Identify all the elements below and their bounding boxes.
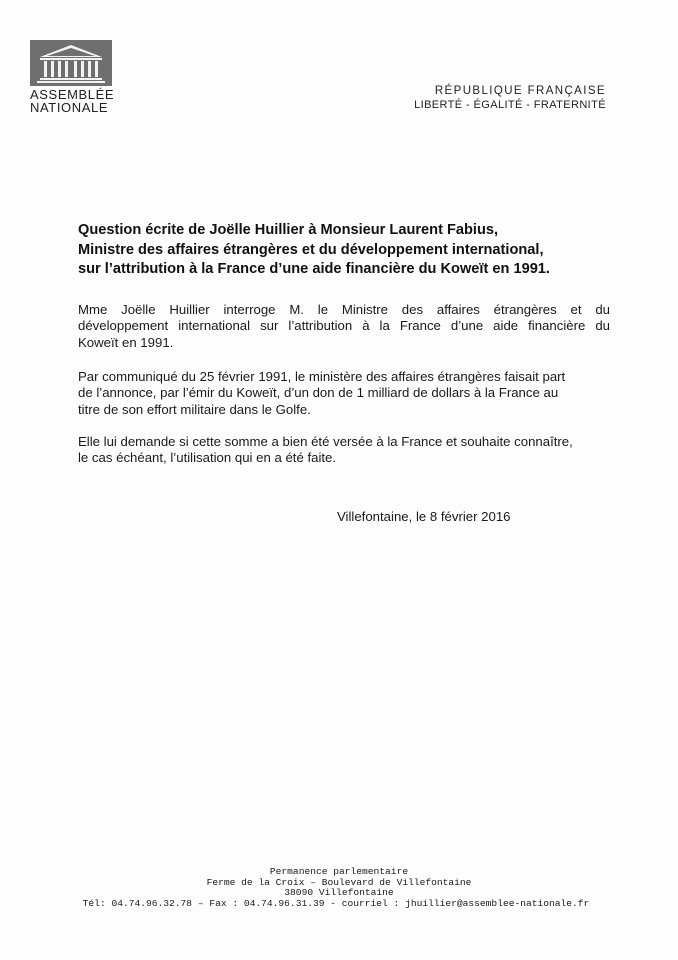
title-line: Ministre des affaires étrangères et du développement international, xyxy=(78,241,544,258)
republic-header xyxy=(414,84,606,113)
footer-office: Permanence parlementaire xyxy=(269,866,409,877)
logo-wordmark xyxy=(30,88,114,114)
republic-motto: LIBERTÉ - ÉGALITÉ - FRATERNITÉ xyxy=(414,99,606,111)
title-line: sur l’attribution à la France d’une aide financière du Koweït en 1991. xyxy=(78,261,550,277)
place-and-date: Villefontaine, le 8 février 2016 xyxy=(337,509,511,524)
paragraph-line: titre de son effort militaire dans le Golfe. xyxy=(78,401,311,417)
paragraph-line: le cas échéant, l’utilisation qui en a été faite. xyxy=(78,450,337,466)
paragraph-line: développement international sur l’attribution à la France d’une aide financière du xyxy=(78,318,610,334)
paragraph-2 xyxy=(78,369,610,418)
paragraph-1 xyxy=(78,302,610,351)
footer-city: 38090 Villefontaine xyxy=(284,887,394,898)
question-title xyxy=(78,221,618,280)
title-line: Question écrite de Joëlle Huillier à Monsieur Laurent Fabius, xyxy=(78,222,499,238)
assemblee-building-icon xyxy=(30,40,112,86)
logo-line-2: NATIONALE xyxy=(30,100,109,115)
paragraph-line: Mme Joëlle Huillier interroge M. le Ministre des affaires étrangères et du xyxy=(78,302,610,317)
footer-contact xyxy=(0,867,678,909)
logo-line-1: ASSEMBLÉE xyxy=(30,87,115,102)
footer-address: Ferme de la Croix – Boulevard de Villefontaine xyxy=(206,876,472,888)
republic-title: RÉPUBLIQUE FRANÇAISE xyxy=(434,85,606,97)
paragraph-3 xyxy=(78,434,610,467)
assemblee-nationale-logo xyxy=(30,40,114,114)
paragraph-line: de l’annonce, par l’émir du Koweït, d’un don de 1 milliard de dollars à la France au xyxy=(78,385,559,401)
paragraph-line: Par communiqué du 25 février 1991, le ministère des affaires étrangères faisait part xyxy=(78,369,566,384)
paragraph-line: Elle lui demande si cette somme a bien été versée à la France et souhaite connaître, xyxy=(78,434,573,449)
paragraph-line: Koweït en 1991. xyxy=(78,334,174,350)
footer-phone-fax-email: Tél: 04.74.96.32.78 – Fax : 04.74.96.31.39 - courriel : jhuillier@assemblee-nationale.fr xyxy=(82,897,590,909)
